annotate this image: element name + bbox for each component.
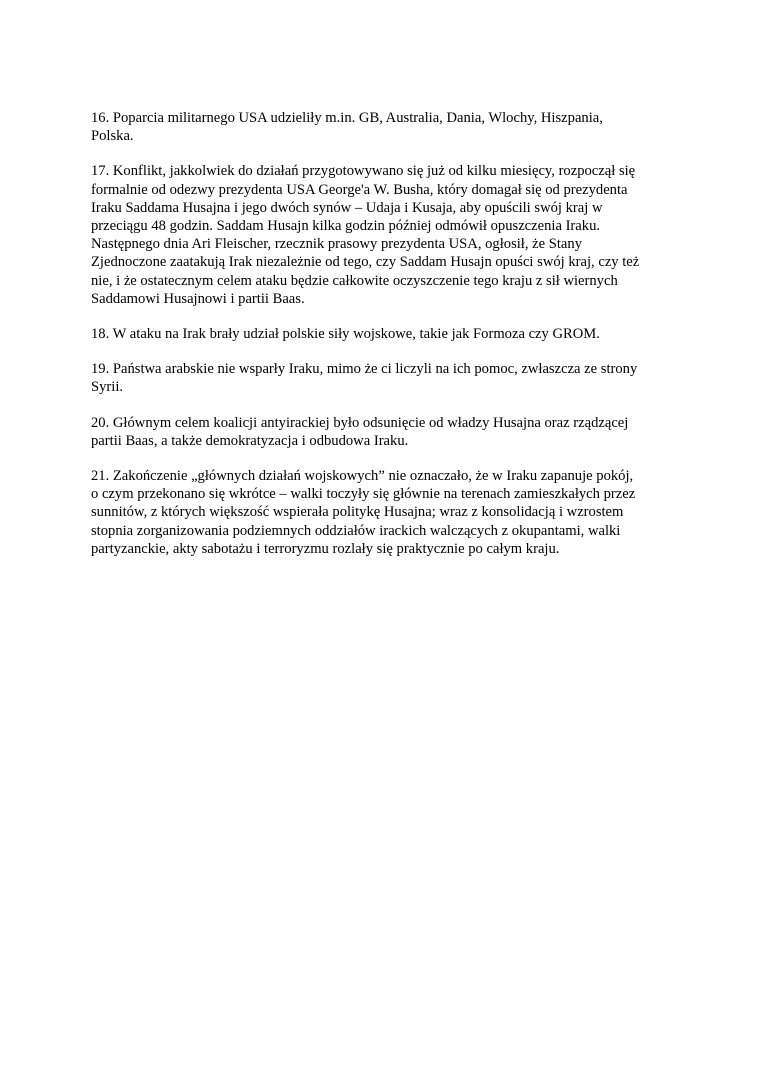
text-line: partyzanckie, akty sabotażu i terroryzmu rozlały się praktycznie po całym kraju.: [91, 540, 560, 557]
text-line: 20. Głównym celem koalicji antyirackiej było odsunięcie od władzy Husajna oraz rządzącej: [91, 414, 629, 431]
text-line: Zjednoczone zaatakują Irak niezależnie od tego, czy Saddam Husajn opuści swój kraj, czy też: [91, 254, 640, 271]
text-line: 16. Poparcia militarnego USA udzieliły m.in. GB, Australia, Dania, Wlochy, Hiszpania,: [91, 110, 603, 126]
paragraph-19: [91, 360, 676, 396]
text-line: Następnego dnia Ari Fleischer, rzecznik prasowy prezydenta USA, ogłosił, że Stany: [91, 236, 583, 253]
text-line: Polska.: [91, 128, 134, 145]
document-body: [91, 109, 676, 575]
text-line: o czym przekonano się wkrótce – walki toczyły się głównie na terenach zamieszkałych przez: [91, 486, 636, 503]
text-line: partii Baas, a także demokratyzacja i odbudowa Iraku.: [91, 432, 409, 449]
paragraph-21: [91, 467, 676, 558]
paragraph-17: [91, 162, 676, 308]
text-line: Saddamowi Husajnowi i partii Baas.: [91, 290, 305, 307]
text-line: 19. Państwa arabskie nie wsparły Iraku, mimo że ci liczyli na ich pomoc, zwłaszcza ze strony: [91, 361, 638, 378]
paragraph-20: [91, 414, 676, 450]
text-line: stopnia zorganizowania podziemnych oddziałów irackich walczących z okupantami, walki: [91, 522, 621, 539]
text-line: formalnie od odezwy prezydenta USA George'a W. Busha, który domagał się od prezydenta: [91, 181, 628, 198]
text-line: 17. Konflikt, jakkolwiek do działań przygotowywano się już od kilku miesięcy, rozpoczął się: [91, 163, 636, 180]
text-line: 21. Zakończenie „głównych działań wojskowych” nie oznaczało, że w Iraku zapanuje pokój,: [91, 468, 634, 485]
text-line: przeciągu 48 godzin. Saddam Husajn kilka godzin później odmówił opuszczenia Iraku.: [91, 218, 601, 235]
text-line: Syrii.: [91, 379, 124, 396]
text-line: nie, i że ostatecznym celem ataku będzie całkowite oczyszczenie tego kraju z sił wiernych: [91, 272, 618, 289]
text-line: 18. W ataku na Irak brały udział polskie siły wojskowe, takie jak Formoza czy GROM.: [91, 326, 600, 343]
text-line: sunnitów, z których większość wspierała politykę Husajna; wraz z konsolidacją i wzrostem: [91, 504, 624, 521]
paragraph-18: [91, 325, 676, 343]
text-line: Iraku Saddama Husajna i jego dwóch synów – Udaja i Kusaja, aby opuścili swój kraj w: [91, 199, 603, 216]
paragraph-16: [91, 109, 676, 145]
